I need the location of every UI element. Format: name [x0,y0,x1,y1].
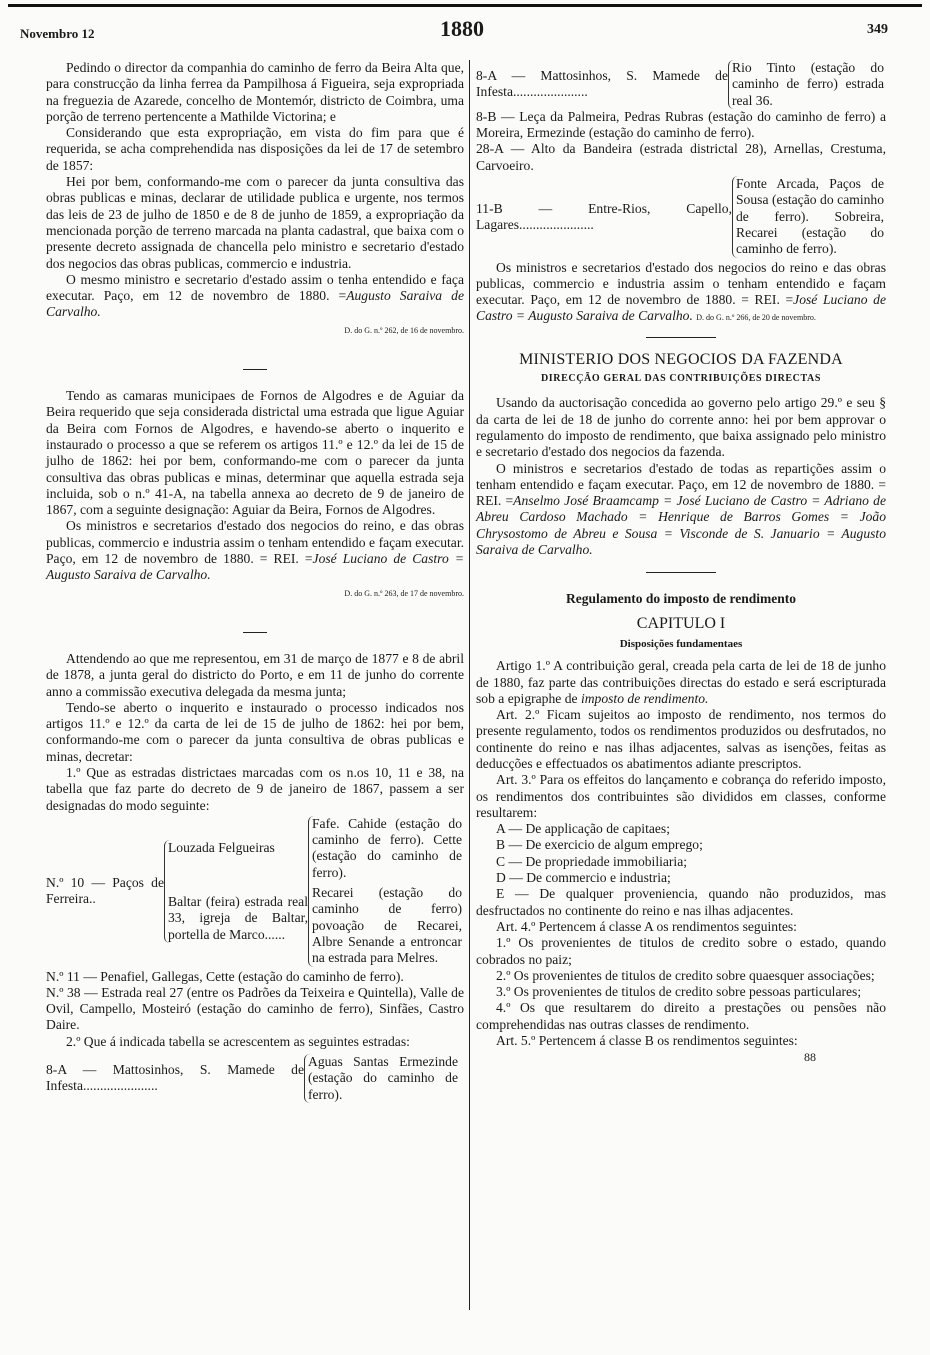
route-b: Baltar (feira) estrada real 33, igreja de Baltar, portella de Marco...... [168,893,308,942]
paragraph-text: Os ministros e secretarios d'estado dos negocios do reino e das obras publicas, commercio e industria assim o tenham entendido e façam executar. Paço, em 12 de novembro de 1880. = REI. = [476,259,886,308]
header-date: Novembro 12 [20,26,95,41]
direction-title: DIRECÇÃO GERAL DAS CONTRIBUIÇÕES DIRECTAS [540,373,822,385]
source-ref: D. do G. n.º 263, de 17 de novembro. [344,588,464,598]
road-entry: N.º 11 — Penafiel, Gallegas, Cette (estação do caminho de ferro). [46,968,404,984]
paragraph [476,260,886,327]
paragraph: Usando da auctorisação concedida ao governo pelo artigo 29.º e seu § da carta de lei de 18 de junho do corrente anno: hei por bem approvar o regulamento do imposto de rendimento, que baixa assignado pelo ministro e secretario d'estado dos negocios da fazenda. [476,395,886,460]
paragraph: Attendendo ao que me representou, em 31 de março de 1877 e 8 de abril de 1878, a junta geral do districto do Porto, e em 11 de junho do corrente anno a commissão executiva delegada da mesma junta; [46,650,464,699]
paragraph-text: O mesmo ministro e secretario d'estado assim o tenha entendido e faça executar. Paço, em 12 de novembro de 1880. = [46,271,464,304]
road-entry: 8-B — Leça da Palmeira, Pedras Rubras (estação do caminho de ferro) a Moreira, Ermezinde (estação do caminho de ferro). [476,108,886,141]
road-entry-8a [46,1054,464,1103]
article-item: 3.º Os provenientes de titulos de credito sobre pessoas particulares; [496,984,862,1000]
paragraph [476,461,886,559]
ministry-title: MINISTERIO DOS NEGOCIOS DA FAZENDA [519,350,843,368]
header-year: 1880 [440,16,484,41]
signature: José Luciano de Castro = Augusto Saraiva de Carvalho. [476,292,886,324]
article-item: 1.º Os provenientes de titulos de credito sobre o estado, quando cobrados no paiz; [476,935,886,967]
road-label: 8-A — Mattosinhos, S. Mamede de Infesta...................... [476,68,728,100]
separator [243,369,267,370]
paragraph: Tendo-se aberto o inquerito e instaurado o processo indicados nos artigos 11.º e 12.º da carta de lei de 15 de julho de 1862: hei por bem, conformando-me com o parecer da junta consultiva de obras publicas e minas, decretar: [46,699,464,764]
right-column [476,60,886,1066]
left-column [46,60,464,1105]
class-item: D — De commercio e industria; [496,870,671,886]
class-item: A — De applicação de capitaes; [496,821,670,837]
page-number: 349 [867,22,888,37]
road-label: 11-B — Entre-Rios, Capello, Lagares...................... [476,200,732,232]
article-item: 4.º Os que resultarem do direito a prestações ou pensões não comprehendidas nas outras classes de rendimento. [476,1000,886,1032]
route-a-dest: Fafe. Cahide (estação do caminho de ferro). Cette (estação do caminho de ferro). [312,815,462,880]
article: Art. 3.º Para os effeitos do lançamento e cobrança do referido imposto, os rendimentos dos contribuintes são divididos em classes, conforme resultarem: [476,772,886,820]
paragraph-text: Os ministros e secretarios d'estado dos negocios do reino, e das obras publicas, commercio e industria assim o tenham entendido e façam executar. Paço, em 12 de novembro de 1880. = REI. = [46,518,464,567]
road-routes [164,840,308,943]
route-b-dest: Recarei (estação do caminho de ferro) povoação de Recarei, Albre Senande a entroncar na estrada para Melres. [312,885,462,966]
paragraph: 1.º Que as estradas districtaes marcadas com os n.os 10, 11 e 38, na tabella que faz parte do decreto de 9 de janeiro de 1867, passem a ser designadas do modo seguinte: [46,764,464,813]
road-destination: Fonte Arcada, Paços de Sousa (estação do caminho de ferro). Sobreira, Recarei (estação do caminho de ferro). [732,176,884,257]
article: Art. 5.º Pertencem á classe B os rendimentos seguintes: [496,1033,798,1049]
regulation-title: Regulamento do imposto de rendimento [565,591,796,607]
road-entry: 28-A — Alto da Bandeira (estrada districtal 28), Arnellas, Crestuma, Carvoeiro. [476,141,886,173]
road-label: N.º 10 — Paços de Ferreira.. [46,874,164,907]
road-destination: Rio Tinto (estação do caminho de ferro) estrada real 36. [728,60,884,109]
article-text: Artigo 1.º A contribuição geral, creada pela carta de lei de 18 de junho de 1880, faz parte das contribuições directas do estado e será escripturada sob a epigraphe de [476,658,886,706]
road-entry: N.º 38 — Estrada real 27 (entre os Padrões da Teixeira e Quintella), Valle de Ovil, Campello, Mosteiró (estação do caminho de ferro), Sinfães, Castro Daire. [46,984,464,1033]
signature: José Luciano de Castro = Augusto Saraiva de Carvalho. [46,551,464,583]
route-a: Louzada Felgueiras [168,839,275,855]
class-item: E — De qualquer proveniencia, quando não produzidos, mas desfructados no continente do reino e nas ilhas adjacentes. [476,886,886,918]
top-rule [8,4,922,7]
chapter-title: CAPITULO I [636,614,726,632]
road-table-n10 [46,816,464,967]
road-destination: Aguas Santas Ermezinde (estação do caminho de ferro). [304,1054,458,1103]
source-ref: D. do G. n.º 262, de 16 de novembro. [344,325,464,335]
article: Art. 4.º Pertencem á classe A os rendimentos seguintes: [496,918,797,934]
article-item: 2.º Os provenientes de titulos de credito sobre quaesquer associações; [496,967,875,983]
article [476,658,886,707]
paragraph: Pedindo o director da companhia do caminho de ferro da Beira Alta que, para construcção da linha ferrea da Pampilhosa á Figueira, seja expropriada na freguezia de Azarede, concelho de Montemór, districto de Coimbra, uma porção de terreno pertencente a Mathilde Victorina; e [46,60,464,124]
signature: Augusto Saraiva de Carvalho. [46,288,464,320]
column-divider [469,60,470,1310]
paragraph: Hei por bem, conformando-me com o parecer da junta consultiva das obras publicas e minas, declarar de utilidade publica e urgente, nos termos das leis de 23 de julho de 1850 e de 8 de junho de 1859, a expropriação da mencionada porção de terreno marcada na planta cadastral, que baixa com o presente decreto assignada de chancella pelo ministro e secretario d'estado dos negocios das obras publicas, commercio e industria. [46,174,464,271]
signature-number: 88 [804,1050,816,1065]
paragraph [46,518,464,583]
separator [646,337,716,338]
paragraph-text: O ministros e secretarios d'estado de todas as repartições assim o tenham entendido e façam executar. Paço, em 12 de novembro de 1880. = REI. = [476,460,886,509]
source-ref: D. do G. n.º 266, de 20 de novembro. [696,313,816,323]
road-label: 8-A — Mattosinhos, S. Mamede de Infesta...................... [46,1062,304,1094]
paragraph: 2.º Que á indicada tabella se acrescentem as seguintes estradas: [66,1033,410,1049]
road-entry-8a-2 [476,60,886,109]
paragraph: Considerando que esta expropriação, em vista do fim para que é requerida, se acha comprehendida nas disposições da lei de 17 de setembro de 1857: [46,125,464,173]
class-item: C — De propriedade immobiliaria; [496,853,688,869]
article-emphasis: imposto de rendimento. [580,690,709,706]
separator [243,632,267,633]
section-title: Disposições fundamentaes [619,637,743,650]
signature: Anselmo José Braamcamp = José Luciano de Castro = Adriano de Abreu Cardoso Machado = Henrique de Barros Gomes = João Chrysostomo de Abreu e Sousa = Visconde de S. Januario = Augusto Saraiva de Carvalho. [476,493,886,558]
class-item: B — De exercicio de algum emprego; [496,837,703,853]
separator [646,572,716,573]
paragraph: Tendo as camaras municipaes de Fornos de Algodres e de Aguiar da Beira requerido que seja considerada districtal uma estrada que ligue Aguiar da Beira com Fornos de Algodres, e havendo-se aberto o inquerito e instaurado o processo a que se referem os artigos 11.º e 12.º da lei de 15 de julho de 1862: hei por bem, conformando-me com o parecer da junta consultiva das obras publicas e minas, determinar que aquella estrada seja incluida, sob o n.º 41-A, na tabella annexa ao decreto de 9 de janeiro de 1867, com a seguinte designação: Aguiar da Beira, Fornos de Algodres. [46,388,464,518]
article: Art. 2.º Ficam sujeitos ao imposto de rendimento, nos termos do presente regulamento, todos os rendimentos produzidos ou desfrutados, no continente do reino e nas ilhas adjacentes, salvas as isenções, feitas as deducções e effectuados os abatimentos adiante prescriptos. [476,707,886,771]
paragraph [46,272,464,321]
road-destinations [308,816,462,967]
road-entry-11b [476,176,886,257]
